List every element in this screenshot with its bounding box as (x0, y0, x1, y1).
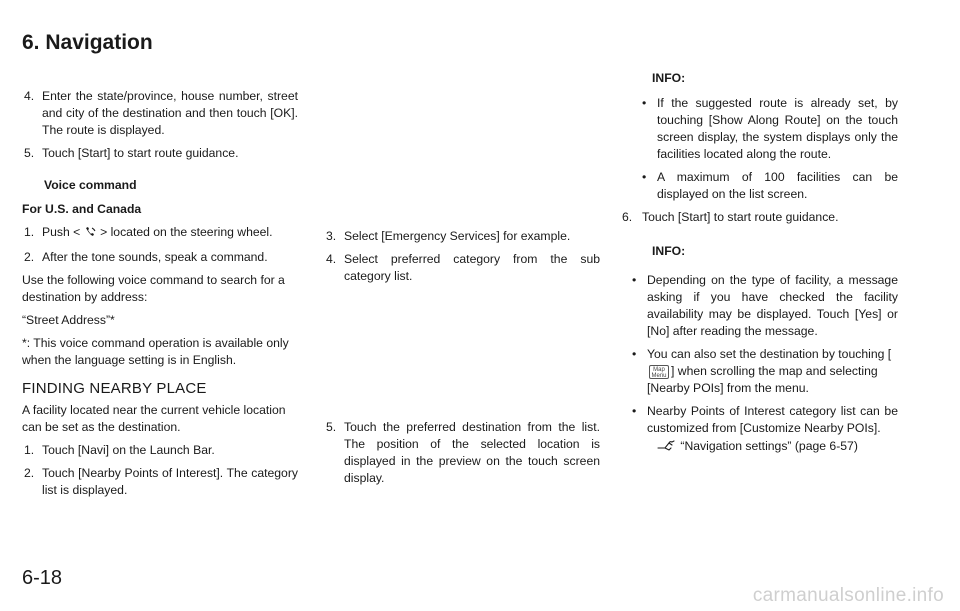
info-2-bullet-3 (622, 403, 898, 457)
us-canada-heading: For U.S. and Canada (22, 202, 142, 216)
step-number: 5. (24, 146, 35, 160)
reference-pointer-icon (657, 439, 677, 457)
step-number: 6. (622, 210, 633, 224)
step-number: 1. (24, 225, 35, 239)
step-number: 4. (24, 89, 35, 103)
step-4-sub (324, 251, 600, 285)
use-following-text: Use the following voice command to search for a destination by address: (22, 273, 285, 304)
step-text: Touch [Start] to start route guidance. (42, 146, 239, 160)
step-number: 2. (24, 250, 35, 264)
step-text-pre: Push < (42, 225, 81, 239)
cross-reference-text: “Navigation settings” (page 6-57) (680, 439, 858, 453)
step-number: 4. (326, 252, 337, 266)
step-text: Touch [Start] to start route guidance. (642, 210, 839, 224)
voice-command-heading: Voice command (44, 178, 137, 192)
finding-nearby-heading: FINDING NEARBY PLACE (22, 380, 207, 397)
voice-step-1 (22, 224, 298, 243)
info-1-bullet-1 (622, 95, 898, 163)
bullet-dot: • (642, 170, 647, 184)
step-number: 3. (326, 229, 337, 243)
step-3 (324, 228, 600, 245)
map-menu-icon (649, 365, 669, 379)
street-address-command: “Street Address”* (22, 313, 115, 327)
bullet-dot: • (632, 347, 637, 361)
step-number: 1. (24, 443, 35, 457)
watermark: carmanualsonline.info (752, 585, 944, 606)
step-5 (22, 145, 298, 162)
column-1 (22, 88, 298, 499)
nearby-step-1 (22, 442, 298, 459)
step-text: Enter the state/province, house number, street and city of the destination and then touch [OK]. The route is displayed. (42, 89, 298, 137)
step-6 (622, 209, 898, 226)
column-3 (622, 70, 898, 457)
step-text: Select [Emergency Services] for example. (344, 229, 571, 243)
bullet-text-post: ] when scrolling the map and selecting [Nearby POIs] from the menu. (647, 364, 878, 395)
step-number: 5. (326, 420, 337, 434)
map-menu-icon-line1: Map (653, 367, 665, 373)
column-2-bottom (324, 419, 600, 487)
info-1-bullet-2 (622, 169, 898, 203)
nearby-step-2 (22, 465, 298, 499)
nearby-intro: A facility located near the current vehicle location can be set as the destination. (22, 403, 286, 434)
step-text: Touch the preferred destination from the list. The position of the selected location is displayed in the preview on the touch screen display. (344, 420, 600, 485)
bullet-text: A maximum of 100 facilities can be displayed on the list screen. (657, 170, 898, 201)
step-text: After the tone sounds, speak a command. (42, 250, 268, 264)
bullet-text: Depending on the type of facility, a message asking if you have checked the facility availability may be displayed. Touch [Yes] or [No] after reading the message. (647, 273, 898, 338)
column-2-top (324, 228, 600, 285)
bullet-text: Nearby Points of Interest category list can be customized from [Customize Nearby POIs]. (647, 404, 898, 435)
step-5-destination (324, 419, 600, 487)
step-text: Select preferred category from the sub category list. (344, 252, 600, 283)
step-text: Touch [Navi] on the Launch Bar. (42, 443, 215, 457)
bullet-dot: • (632, 273, 637, 287)
bullet-text-pre: You can also set the destination by touching [ (647, 347, 892, 361)
step-text-post: > located on the steering wheel. (100, 225, 273, 239)
bullet-text: If the suggested route is already set, by touching [Show Along Route] on the touch screen display, the system displays only the facilities located along the route. (657, 96, 898, 161)
info-2-bullet-2 (622, 346, 898, 397)
section-title: 6. Navigation (22, 31, 153, 54)
bullet-dot: • (632, 404, 637, 418)
cross-reference (647, 438, 898, 457)
bullet-dot: • (642, 96, 647, 110)
info-2-bullet-1 (622, 272, 898, 340)
footnote: *: This voice command operation is available only when the language setting is in English. (22, 336, 289, 367)
step-number: 2. (24, 466, 35, 480)
info-heading-1: INFO: (652, 71, 686, 85)
map-menu-icon-line2: Menu (651, 373, 667, 379)
step-4 (22, 88, 298, 139)
step-text: Touch [Nearby Points of Interest]. The category list is displayed. (42, 466, 298, 497)
talk-button-icon (84, 226, 97, 243)
page-number: 6-18 (22, 567, 63, 589)
voice-step-2 (22, 249, 298, 266)
info-heading-2: INFO: (652, 244, 686, 258)
